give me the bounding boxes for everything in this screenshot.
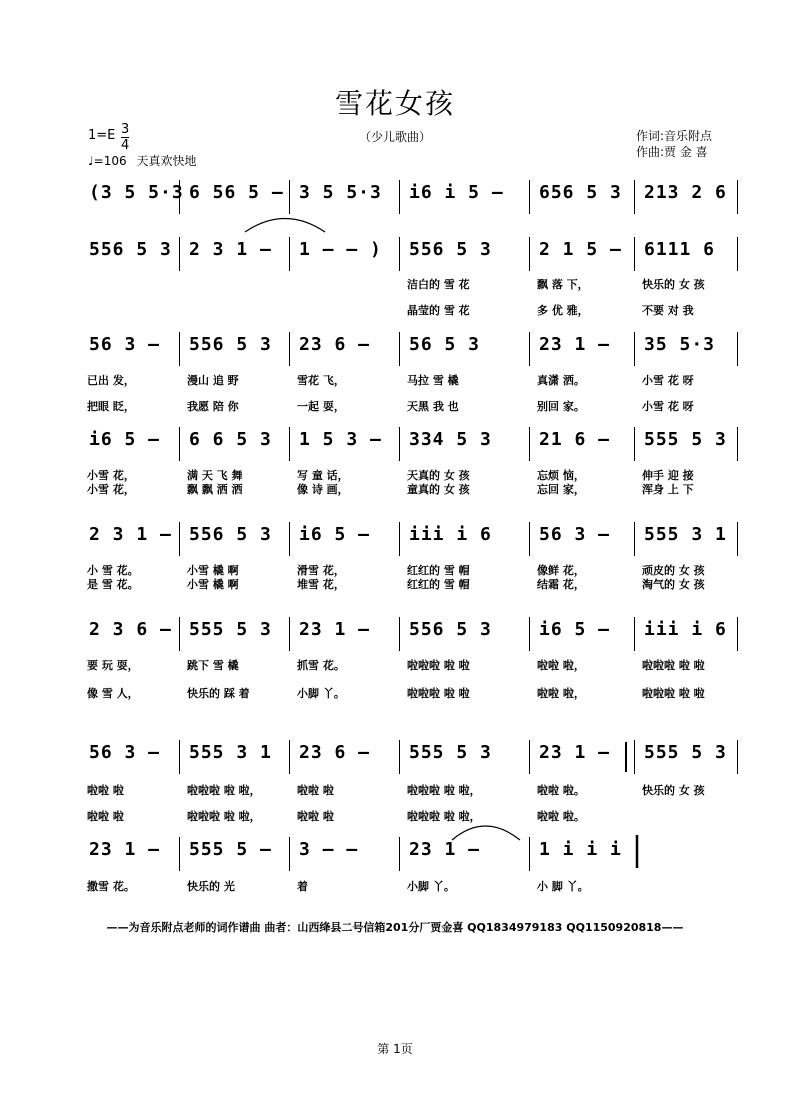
lyric-cell: 已出 发， [87,374,135,387]
lyric-cell: 快乐的 踩 着 [187,687,250,700]
measure-notes: 3 5 5·3 [299,182,382,203]
lyric-cell: 我愿 陪 你 [187,400,239,413]
lyric-cell: 写 童 话， [297,469,349,482]
lyric-cell: 啦啦啦 啦 啦 [407,659,470,672]
lyric-cell: 堆雪 花， [297,578,345,591]
time-denominator: 4 [121,138,130,153]
composer: 作曲:贾 金 喜 [636,145,708,159]
lyric-cell: 不要 对 我 [642,304,694,317]
lyric-cell: 像鲜 花， [537,564,585,577]
lyric-cell: 跳下 雪 橇 [187,659,239,672]
lyric-cell: 忘烦 恼， [537,469,585,482]
lyric-cell: 啦啦 啦。 [537,810,585,823]
lyric-cell: 红红的 雪 帽 [407,578,470,591]
measure-notes: 6 56 5 – [189,182,284,203]
measure-notes: 2 1 5 – [539,239,622,260]
slur-arc [245,219,325,233]
measure-notes: 556 5 3 [409,239,492,260]
measure-notes: 556 5 3 [89,239,172,260]
lyric-cell: 啦啦啦 啦 啦 [407,687,470,700]
lyric-cell: 是 雪 花。 [87,578,139,591]
lyric-cell: 快乐的 光 [187,880,235,893]
lyric-cell: 小雪 花， [87,483,135,496]
measure-notes: 56 3 – [539,524,611,545]
lyric-cell: 啦啦啦 啦 啦， [407,784,481,797]
lyric-cell: 要 玩 耍， [87,659,139,672]
lyric-cell: 啦啦 啦 [297,810,334,823]
lyric-cell: 啦啦 啦。 [537,784,585,797]
lyric-cell: 把眼 眨， [87,400,135,413]
measure-notes: 555 5 3 [644,429,727,450]
measure-notes: 21 6 – [539,429,611,450]
measure-notes: i6 5 – [539,619,611,640]
lyric-cell: 啦啦 啦 [87,810,124,823]
lyric-cell: 抓雪 花。 [297,659,345,672]
tempo-value: ♩=106 [88,154,127,168]
measure-notes: 334 5 3 [409,429,492,450]
lyric-cell: 啦啦 啦 [297,784,334,797]
song-subtitle: （少儿歌曲） [358,130,431,144]
measure-notes: 1 i i i [539,839,622,860]
measure-notes: 35 5·3 [644,334,716,355]
lyric-cell: 忘回 家， [537,483,585,496]
lyric-cell: 啦啦啦 啦 啦， [187,810,261,823]
lyric-cell: 啦啦 啦 [87,784,124,797]
lyric-cell: 满 天 飞 舞 [187,469,243,482]
lyric-cell: 飘 落 下， [537,278,589,291]
measure-notes: 555 5 3 [189,619,272,640]
measure-notes: 23 1 – [299,619,371,640]
lyric-cell: 小脚 丫。 [297,687,345,700]
lyric-cell: 小雪 花， [87,469,135,482]
slur-arc [452,826,520,840]
page-number: 第 1页 [377,1042,413,1056]
measure-notes: i6 5 – [299,524,371,545]
lyric-cell: 雪花 飞， [297,374,345,387]
measure-notes: 556 5 3 [189,334,272,355]
measure-notes: 555 5 3 [644,742,727,763]
lyric-cell: 啦啦啦 啦 啦， [187,784,261,797]
lyric-cell: 漫山 追 野 [187,374,239,387]
lyric-cell: 快乐的 女 孩 [642,784,705,797]
lyric-cell: 晶莹的 雪 花 [407,304,470,317]
lyric-cell: 啦啦啦 啦 啦 [642,687,705,700]
lyric-cell: 天黑 我 也 [407,400,459,413]
lyric-cell: 啦啦啦 啦 啦， [407,810,481,823]
lyric-cell: 啦啦 啦， [537,659,585,672]
lyric-cell: 红红的 雪 帽 [407,564,470,577]
lyric-cell: 滑雪 花， [297,564,345,577]
measure-notes: 56 5 3 [409,334,481,355]
lyric-cell: 淘气的 女 孩 [642,578,705,591]
measure-notes: 23 6 – [299,334,371,355]
lyric-cell: 小雪 花 呀 [642,400,694,413]
measure-notes: i6 i 5 – [409,182,504,203]
lyric-cell: 顽皮的 女 孩 [642,564,705,577]
measure-notes: 56 3 – [89,334,161,355]
measure-notes: 555 5 3 [409,742,492,763]
lyric-cell: 小脚 丫。 [407,880,455,893]
measure-notes: (3 5 5·3 [89,182,184,203]
lyric-cell: 啦啦啦 啦 啦 [642,659,705,672]
lyric-cell: 别回 家。 [537,400,585,413]
measure-notes: 3 – – [299,839,359,860]
lyric-cell: 一起 耍， [297,400,345,413]
measure-notes: 23 1 – [409,839,481,860]
lyric-cell: 像 雪 人， [87,687,139,700]
measure-notes: 556 5 3 [189,524,272,545]
expression-text: 天真欢快地 [136,154,197,168]
measure-notes: i6 5 – [89,429,161,450]
measure-notes: 213 2 6 [644,182,727,203]
lyric-cell: 小雪 橇 啊 [187,564,239,577]
measure-notes: 555 3 1 [189,742,272,763]
footer-note: ——为音乐附点老师的词作谱曲 曲者：山西绛县二号信箱201分厂贾金喜 QQ1834979183 QQ1150920818—— [106,921,684,934]
lyric-cell: 快乐的 女 孩 [642,278,705,291]
measure-notes: 2 3 1 – [89,524,172,545]
measure-notes: 555 5 – [189,839,272,860]
lyricist: 作词:音乐附点 [636,129,713,143]
lyric-cell: 像 诗 画， [297,483,349,496]
lyric-cell: 童真的 女 孩 [407,483,470,496]
lyric-cell: 飘 飘 洒 洒 [187,483,243,496]
measure-notes: 6111 6 [644,239,716,260]
measure-notes: 556 5 3 [409,619,492,640]
measure-notes: iii i 6 [644,619,727,640]
lyric-cell: 结霜 花， [537,578,585,591]
measure-notes: 23 1 – [539,334,611,355]
lyric-cell: 多 优 雅， [537,304,589,317]
song-title: 雪花女孩 [334,87,455,120]
measure-notes: 23 1 – [539,742,611,763]
measure-notes: 656 5 3 [539,182,622,203]
lyric-cell: 洁白的 雪 花 [407,278,470,291]
measure-notes: 555 3 1 [644,524,727,545]
lyric-cell: 马拉 雪 橇 [407,374,459,387]
measure-notes: 23 1 – [89,839,161,860]
measure-notes: 2 3 6 – [89,619,172,640]
measure-notes: 1 – – ) [299,239,382,260]
lyric-cell: 小雪 花 呀 [642,374,694,387]
lyric-cell: 伸手 迎 接 [642,469,694,482]
lyric-cell: 撒雪 花。 [87,880,135,893]
lyric-cell: 小雪 橇 啊 [187,578,239,591]
lyric-cell: 天真的 女 孩 [407,469,470,482]
measure-notes: 23 6 – [299,742,371,763]
lyric-cell: 小 脚 丫。 [537,880,589,893]
lyric-cell: 啦啦 啦， [537,687,585,700]
time-numerator: 3 [121,122,130,137]
lyric-cell: 浑身 上 下 [642,483,694,496]
lyric-cell: 着 [297,880,308,893]
lyric-cell: 真潇 洒。 [537,374,585,387]
measure-notes: 2 3 1 – [189,239,272,260]
lyric-cell: 小 雪 花。 [87,564,139,577]
measure-notes: 56 3 – [89,742,161,763]
measure-notes: 6 6 5 3 [189,429,272,450]
measure-notes: 1 5 3 – [299,429,382,450]
measure-notes: iii i 6 [409,524,492,545]
key-signature: 1=E [88,128,116,143]
